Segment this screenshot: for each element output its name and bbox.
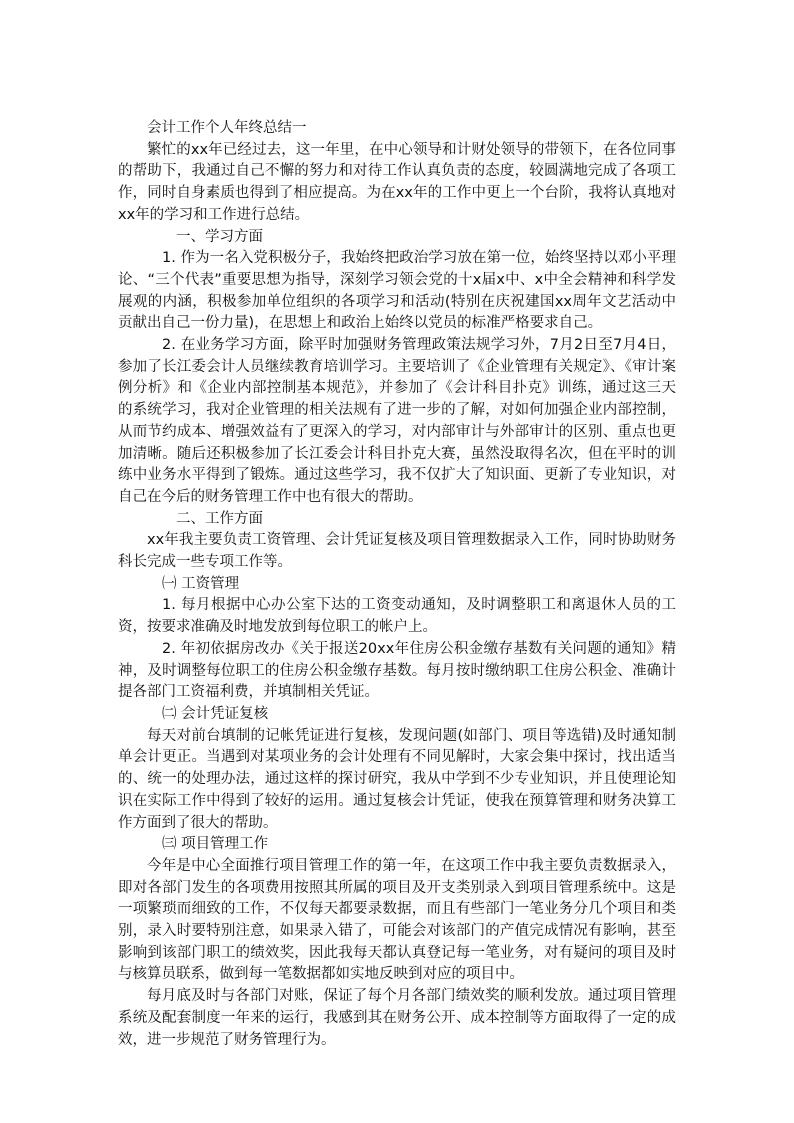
document-title: 会计工作个人年终总结一 [147,120,307,136]
payroll-item-adjustment: 1. 每月根据中心办公室下达的工资变动通知，及时调整职工和离退休人员的工资，按要求准确及时地发放到每位职工的帐户上。 [118,597,676,636]
study-item-political: 1. 作为一名入党积极分子，我始终把政治学习放在第一位，始终坚持以邓小平理论、“三个代表”重要思想为指导，深刻学习领会党的十x届x中、x中全会精神和科学发展观的内涵，积极参加单位组织的各项学习和活动(特别在庆祝建国xx周年文艺活动中贡献出自己一份力量)，在思想上和政治上始终以党员的标准严格要求自己。 [118,250,676,332]
subheading-voucher-review: ㈡ 会计凭证复核 [162,705,269,722]
work-intro-paragraph: xx年我主要负责工资管理、会计凭证复核及项目管理数据录入工作，同时协助财务科长完成一些专项工作等。 [118,532,676,571]
project-management-paragraph-2: 每月底及时与各部门对账，保证了每个月各部门绩效奖的顺利发放。通过项目管理系统及配套制度一年来的运行，我感到其在财务公开、成本控制等方面取得了一定的成效，进一步规范了财务管理行为。 [118,988,676,1048]
intro-paragraph: 繁忙的xx年已经过去，这一年里，在中心领导和计财处领导的带领下，在各位同事的帮助下，我通过自己不懈的努力和对待工作认真负责的态度，较圆满地完成了各项工作，同时自身素质也得到了相应提高。为在xx年的工作中更上一个台阶，我将认真地对xx年的学习和工作进行总结。 [118,141,676,223]
study-item-business: 2. 在业务学习方面，除平时加强财务管理政策法规学习外，7月2日至7月4日，参加了长江委会计人员继续教育培训学习。主要培训了《企业管理有关规定》、《审计案例分析》和《企业内部控制基本规范》，并参加了《会计科目扑克》训练，通过这三天的系统学习，我对企业管理的相关法规有了进一步的了解，对如何加强企业内部控制，从而节约成本、增强效益有了更深入的学习，对内部审计与外部审计的区别、重点也更加清晰。随后还积极参加了长江委会计科目扑克大赛，虽然没取得名次，但在平时的训练中业务水平得到了锻炼。通过这些学习，我不仅扩大了知识面、更新了专业知识，对自己在今后的财务管理工作中也有很大的帮助。 [118,337,676,505]
section-heading-study: 一、学习方面 [176,228,263,245]
project-management-paragraph-1: 今年是中心全面推行项目管理工作的第一年，在这项工作中我主要负责数据录入，即对各部门发生的各项费用按照其所属的项目及开支类别录入到项目管理系统中。这是一项繁琐而细致的工作，不仅每天都要录数据，而且有些部门一笔业务分几个项目和类别，录入时要特别注意，如果录入错了，可能会对该部门的产值完成情况有影响，甚至影响到该部门职工的绩效奖，因此我每天都认真登记每一笔业务，对有疑问的项目及时与核算员联系，做到每一笔数据都如实地反映到对应的项目中。 [118,857,676,983]
payroll-item-housing-fund: 2. 年初依据房改办《关于报送20xx年住房公积金缴存基数有关问题的通知》精神，及时调整每位职工的住房公积金缴存基数。每月按时缴纳职工住房公积金、准确计提各部门工资福利费，并填制相关凭证。 [118,640,676,701]
subheading-project-management: ㈢ 项目管理工作 [162,836,269,853]
voucher-review-paragraph: 每天对前台填制的记帐凭证进行复核，发现问题(如部门、项目等选错)及时通知制单会计更正。当遇到对某项业务的会计处理有不同见解时，大家会集中探讨，找出适当的、统一的处理办法，通过这样的探讨研究，我从中学到不少专业知识，并且使理论知识在实际工作中得到了较好的运用。通过复核会计凭证，使我在预算管理和财务决算工作方面到了很大的帮助。 [118,727,676,831]
section-heading-work: 二、工作方面 [176,510,263,527]
subheading-payroll: ㈠ 工资管理 [162,575,240,592]
document-page [118,118,676,1051]
